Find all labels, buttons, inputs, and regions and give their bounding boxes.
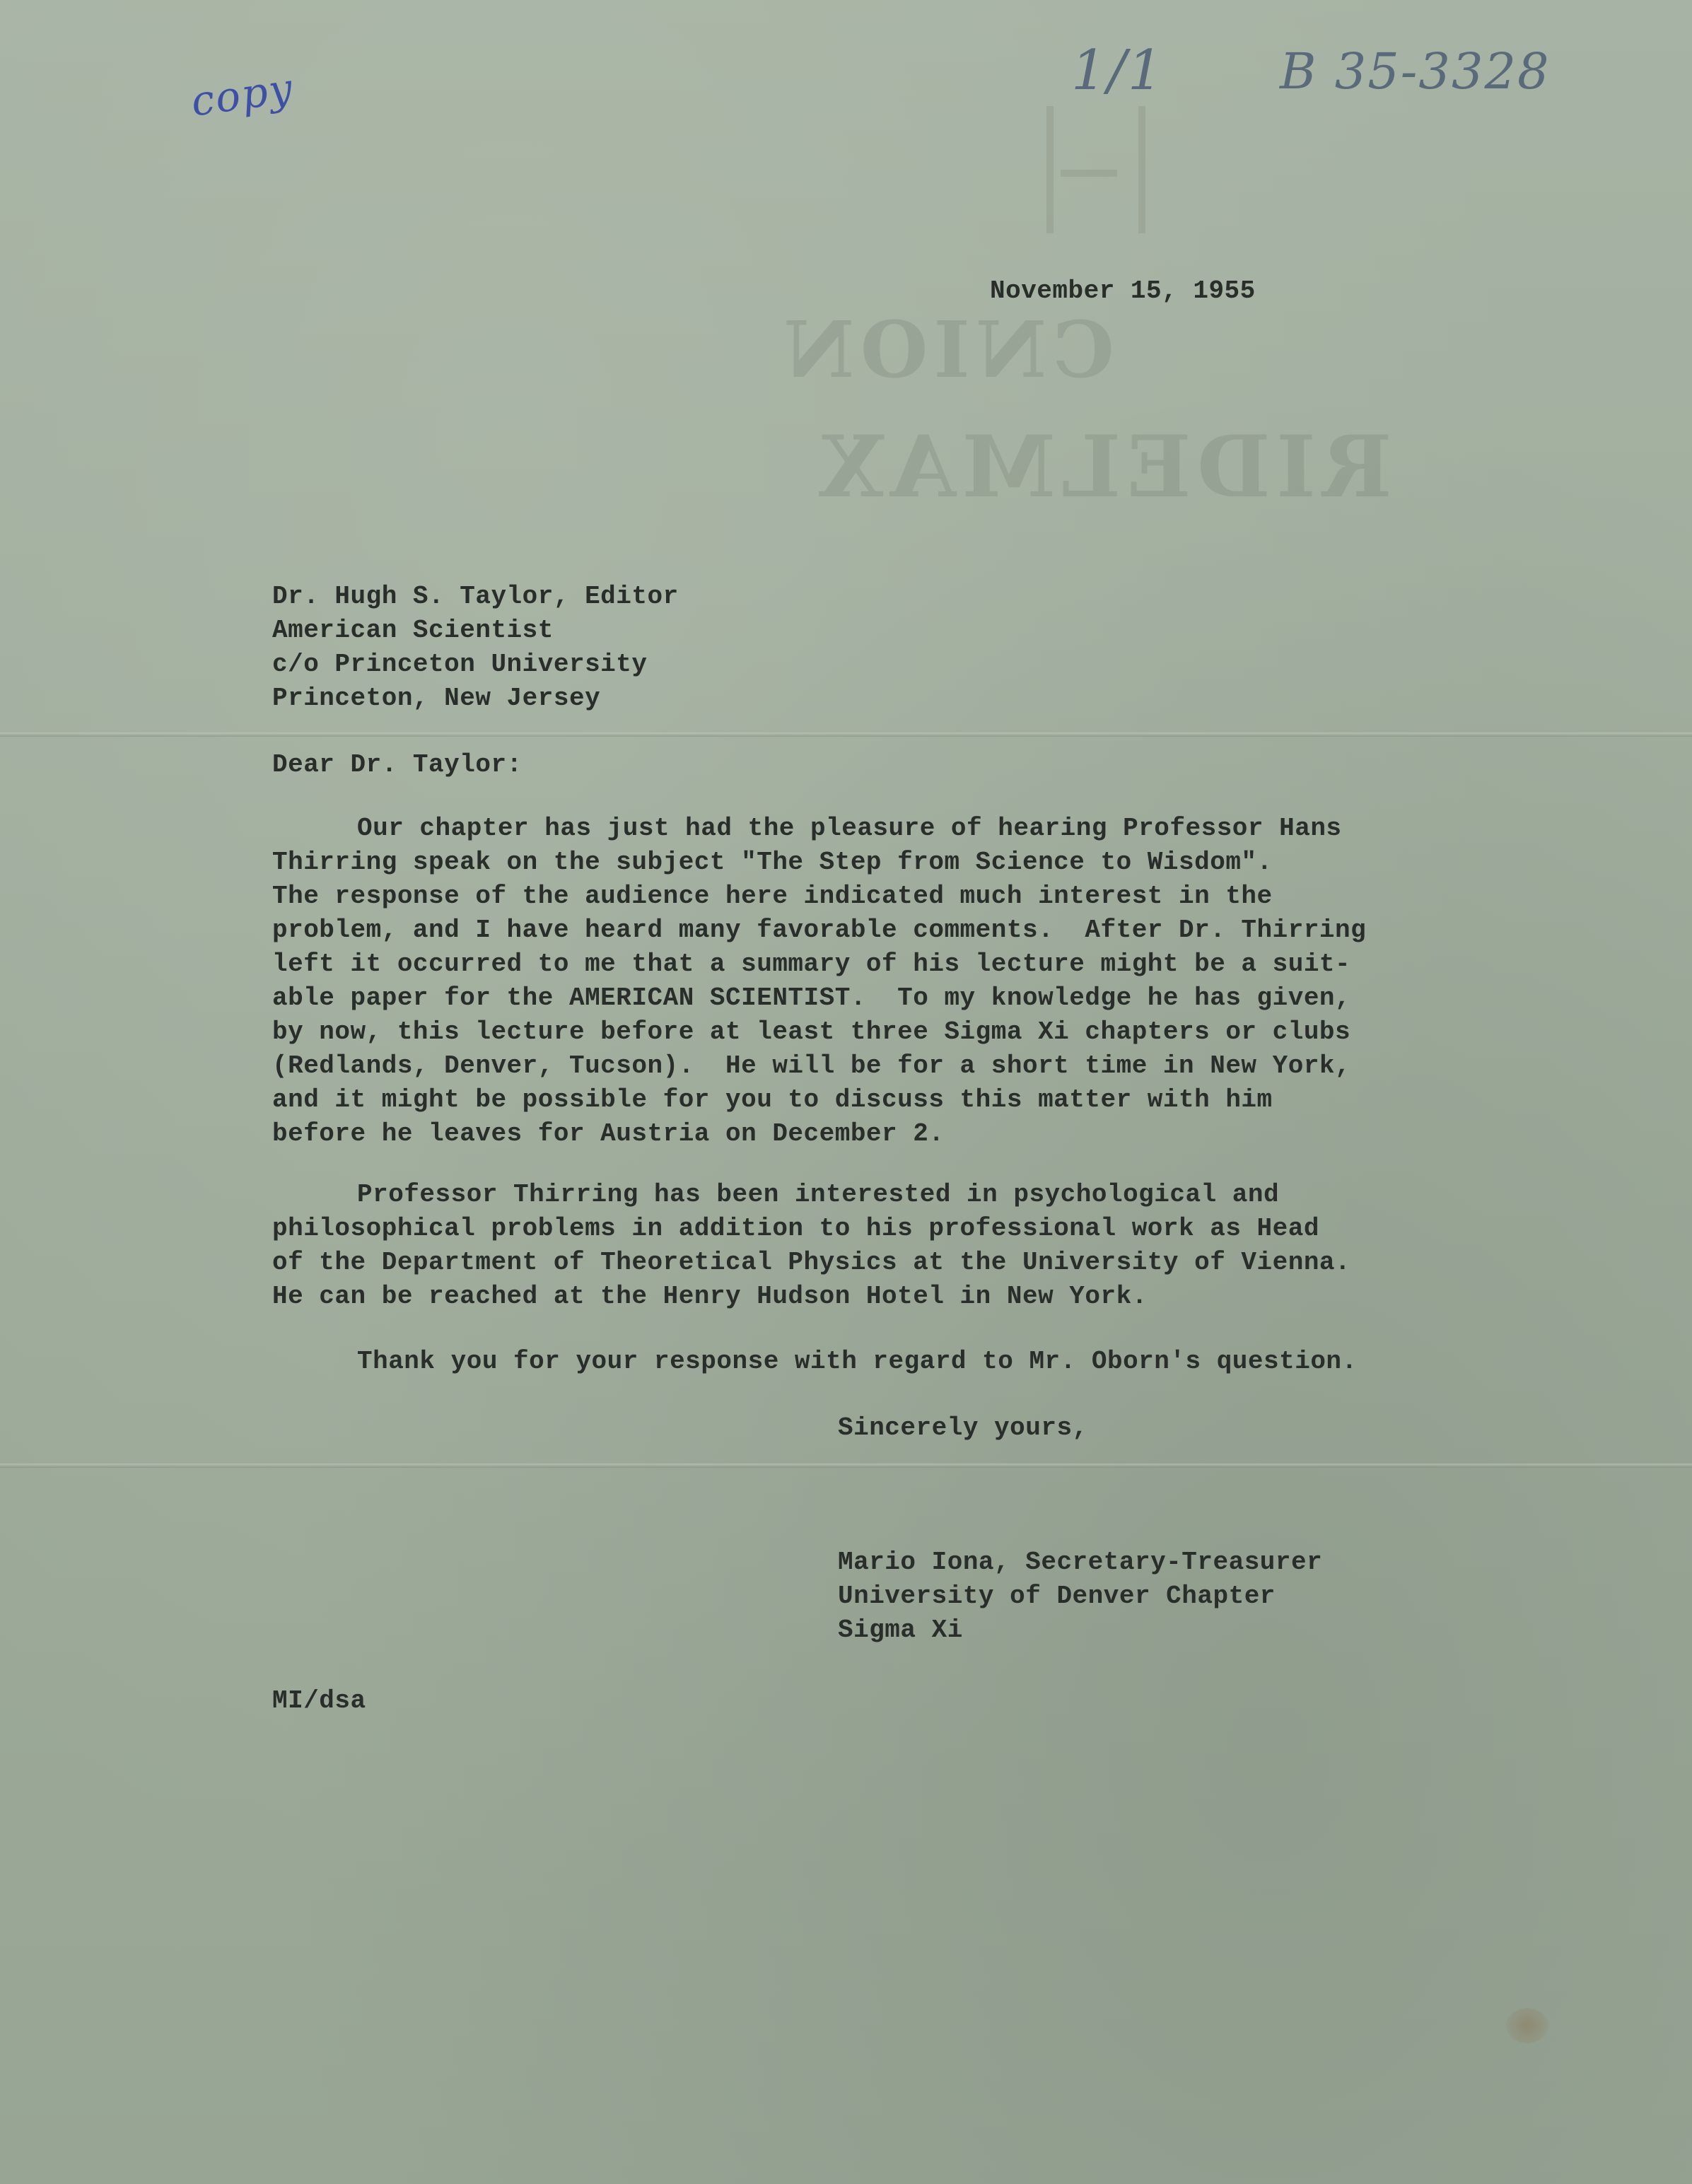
body-paragraph-2-line: He can be reached at the Henry Hudson Hotel in New York. (272, 1282, 1148, 1311)
typist-initials: MI/dsa (272, 1686, 366, 1715)
body-paragraph-1-line: able paper for the AMERICAN SCIENTIST. To my knowledge he has given, (272, 983, 1351, 1012)
watermark-bleed-bottom: RIDELMAX (813, 417, 1392, 517)
handwritten-copy-note: copy (187, 64, 297, 126)
fold-line-upper (0, 732, 1692, 737)
letter-date: November 15, 1955 (990, 276, 1256, 305)
paper-stain (1506, 2008, 1548, 2043)
recipient-line: c/o Princeton University (272, 650, 648, 679)
recipient-line: Princeton, New Jersey (272, 684, 601, 713)
handwritten-page-number: 1/1 (1071, 39, 1165, 103)
watermark-bleed-top: CNION (778, 304, 1114, 395)
signature-line: Sigma Xi (838, 1616, 963, 1645)
recipient-line: Dr. Hugh S. Taylor, Editor (272, 582, 679, 611)
body-paragraph-2-line: philosophical problems in addition to his professional work as Head (272, 1214, 1319, 1243)
body-paragraph-1-line: left it occurred to me that a summary of his lecture might be a suit- (272, 950, 1351, 979)
salutation: Dear Dr. Taylor: (272, 750, 523, 779)
body-paragraph-2-line: of the Department of Theoretical Physics at the University of Vienna. (272, 1248, 1351, 1277)
body-paragraph-2-line: Professor Thirring has been interested in psychological and (357, 1180, 1280, 1209)
signature-line: University of Denver Chapter (838, 1582, 1276, 1611)
recipient-line: American Scientist (272, 616, 554, 645)
body-paragraph-3: Thank you for your response with regard to Mr. Oborn's question. (357, 1347, 1358, 1376)
fold-line-lower (0, 1464, 1692, 1468)
body-paragraph-1-line: The response of the audience here indicated much interest in the (272, 882, 1273, 911)
body-paragraph-1-line: Our chapter has just had the pleasure of hearing Professor Hans (357, 814, 1342, 843)
handwritten-archive-number: B 35-3328 (1280, 42, 1551, 100)
watermark-bar (1061, 170, 1117, 177)
body-paragraph-1-line: problem, and I have heard many favorable comments. After Dr. Thirring (272, 916, 1367, 945)
closing: Sincerely yours, (838, 1413, 1088, 1442)
body-paragraph-1-line: before he leaves for Austria on December 2. (272, 1119, 945, 1148)
body-paragraph-1-line: (Redlands, Denver, Tucson). He will be for a short time in New York, (272, 1051, 1351, 1080)
body-paragraph-1-line: and it might be possible for you to discuss this matter with him (272, 1085, 1273, 1114)
body-paragraph-1-line: Thirring speak on the subject "The Step from Science to Wisdom". (272, 848, 1273, 877)
body-paragraph-1-line: by now, this lecture before at least three Sigma Xi chapters or clubs (272, 1017, 1351, 1046)
signature-line: Mario Iona, Secretary-Treasurer (838, 1548, 1323, 1577)
